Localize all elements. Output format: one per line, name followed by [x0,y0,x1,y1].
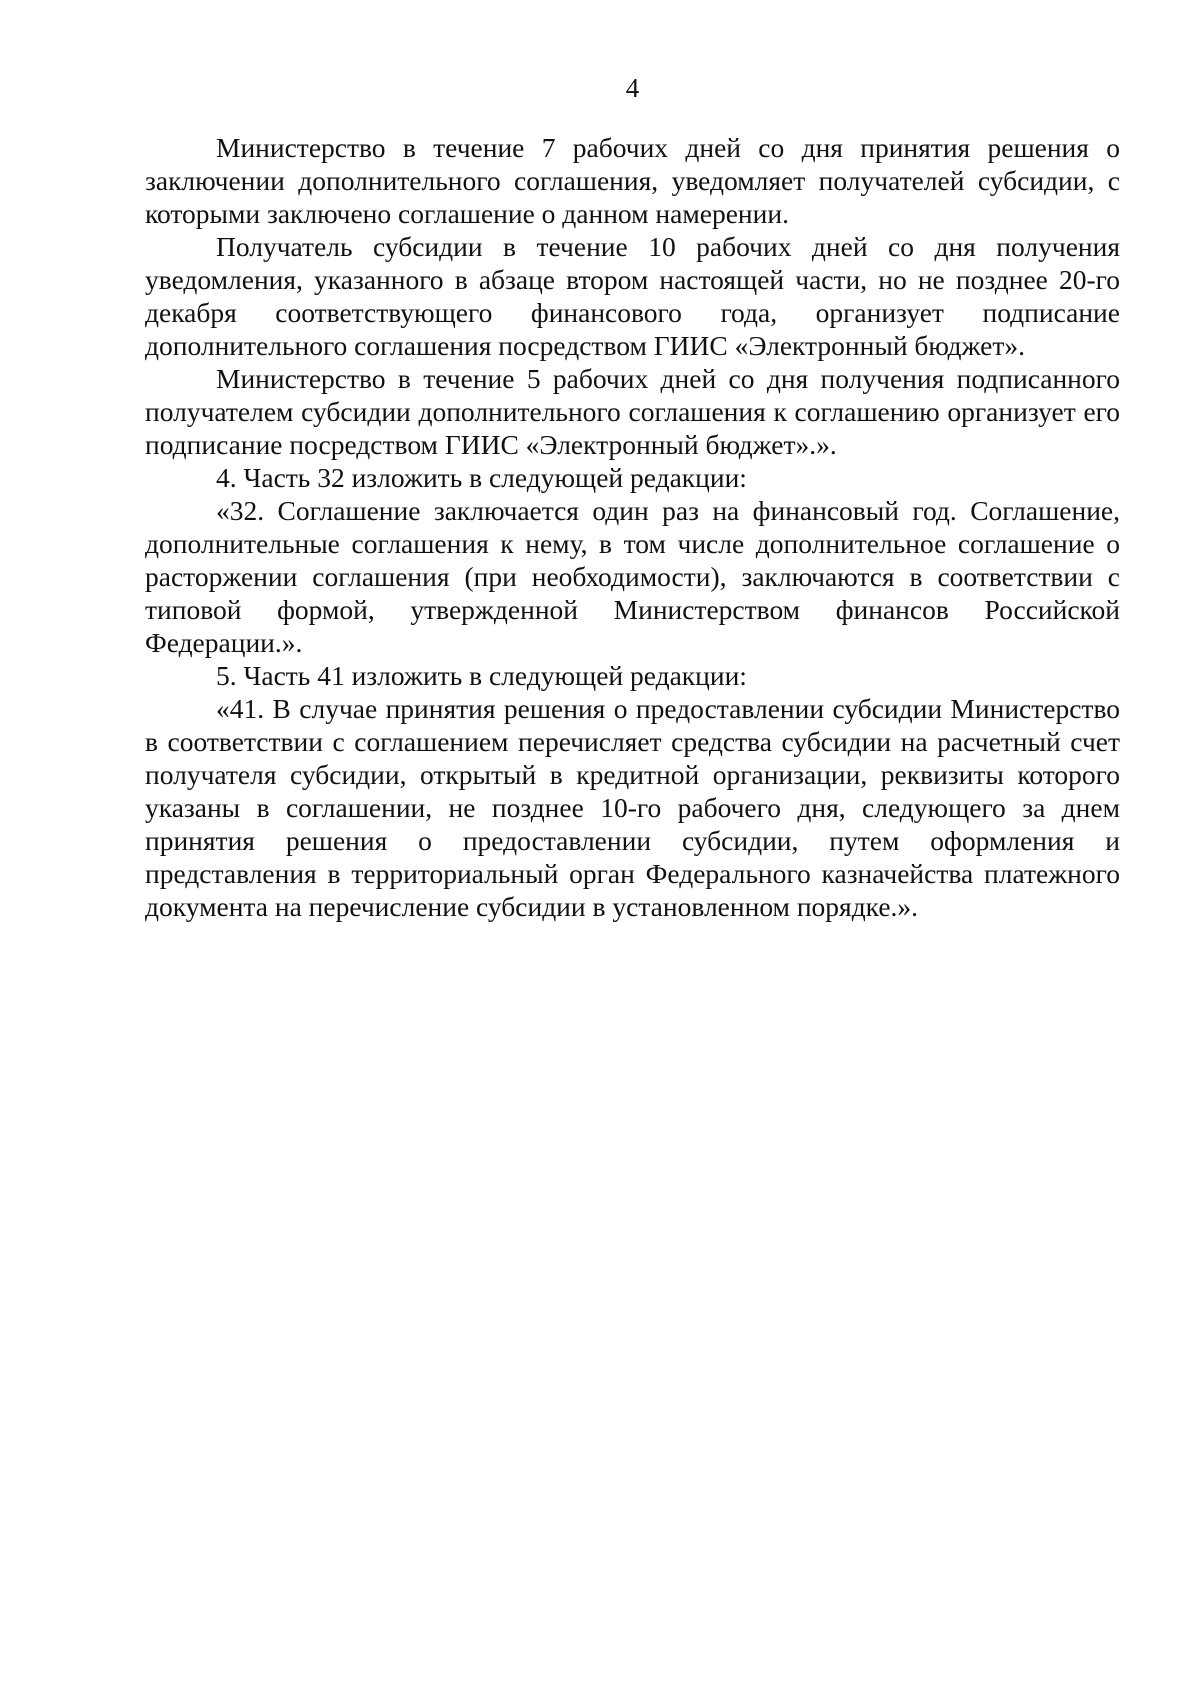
paragraph-2: Получатель субсидии в течение 10 рабочих дней со дня получения уведомления, указанного в абзаце втором настоящей части, но не позднее 20-го декабря соответствующего финансового года, организует подписание дополнительного соглашения посредством ГИИС «Электронный бюджет». [145,231,1120,361]
paragraph-5: «32. Соглашение заключается один раз на финансовый год. Соглашение, дополнительные соглашения к нему, в том числе дополнительное соглашение о расторжении соглашения (при необходимости), заключаются в соответствии с типовой формой, утвержденной Министерством финансов Российской Федерации.». [145,495,1120,658]
document-body [145,131,1120,923]
paragraph-4: 4. Часть 32 изложить в следующей редакции: [216,462,747,493]
paragraph-6: 5. Часть 41 изложить в следующей редакции: [216,660,747,691]
paragraph-3: Министерство в течение 5 рабочих дней со дня получения подписанного получателем субсидии дополнительного соглашения к соглашению организует его подписание посредством ГИИС «Электронный бюджет».». [145,363,1120,460]
page-number: 4 [625,73,640,103]
paragraph-1: Министерство в течение 7 рабочих дней со дня принятия решения о заключении дополнительного соглашения, уведомляет получателей субсидии, с которыми заключено соглашение о данном намерении. [145,132,1120,229]
paragraph-7: «41. В случае принятия решения о предоставлении субсидии Министерство в соответствии с соглашением перечисляет средства субсидии на расчетный счет получателя субсидии, открытый в кредитной организации, реквизиты которого указаны в соглашении, не позднее 10-го рабочего дня, следующего за днем принятия решения о предоставлении субсидии, путем оформления и представления в территориальный орган Федерального казначейства платежного документа на перечисление субсидии в установленном порядке.». [145,693,1120,922]
